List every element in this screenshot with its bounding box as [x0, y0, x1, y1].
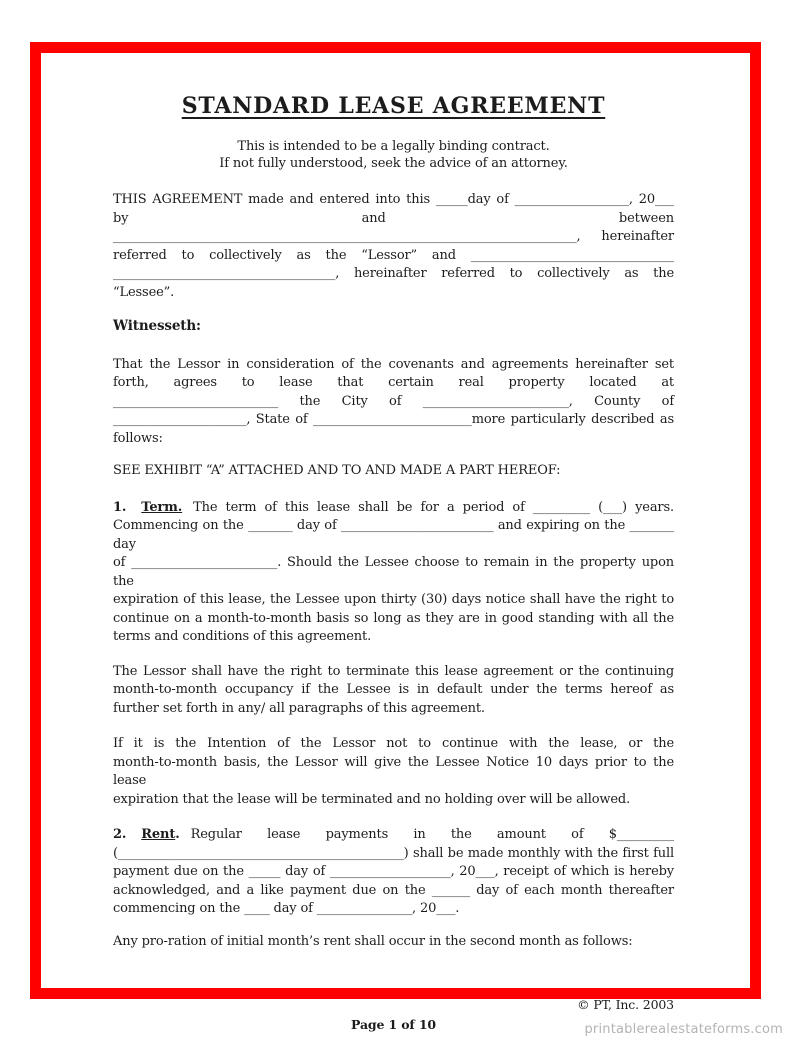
text-segment: continue on a month-to-month basis so long as they are in good standing with all the	[113, 610, 674, 626]
paragraph-line	[113, 374, 674, 393]
text-segment: further set forth in any/ all paragraphs of this agreement.	[113, 700, 485, 716]
paragraph-line	[113, 411, 674, 430]
exhibit-line	[113, 462, 674, 481]
paragraph-line	[113, 700, 674, 719]
paragraph-line	[113, 681, 674, 700]
text-segment: expiration of this lease, the Lessee upon thirty (30) days notice shall have the right to	[113, 592, 674, 607]
witnesseth-paragraph	[113, 356, 674, 449]
text-segment: Commencing on the _______ day of ________________________ and expiring on the _______ day	[113, 518, 674, 552]
intention-paragraph	[113, 735, 674, 809]
text-segment: by and between	[113, 210, 674, 226]
text-segment: of _______________________. Should the Lessee choose to remain in the property upon the	[113, 555, 674, 589]
paragraph-line	[113, 191, 674, 210]
subtitle-line-1: This is intended to be a legally binding contract.	[237, 139, 550, 154]
termination-paragraph	[113, 663, 674, 719]
text-segment: referred to collectively as the “Lessor” and ________________________________	[113, 247, 674, 263]
paragraph-line	[113, 735, 674, 754]
text-segment: payment due on the _____ day of ___________________, 20___, receipt of which is hereby	[113, 864, 674, 879]
document-subtitle	[113, 139, 674, 172]
paragraph-line	[113, 210, 674, 229]
paragraph-line	[113, 462, 674, 481]
text-segment: terms and conditions of this agreement.	[113, 629, 372, 644]
text-segment: Regular lease payments in the amount of $_________	[190, 827, 674, 842]
paragraph-line	[113, 517, 674, 554]
paragraph-line	[113, 284, 674, 303]
paragraph-line	[113, 554, 674, 591]
paragraph-line	[113, 430, 674, 449]
paragraph-line	[113, 791, 674, 810]
text-segment: _____________________, State of _________________________more particularly described as	[113, 412, 674, 427]
text-segment: month-to-month basis, the Lessor will give the Lessee Notice 10 days prior to the lease	[113, 754, 674, 788]
subtitle-line-2: If not fully understood, seek the advice of an attorney.	[219, 155, 568, 171]
rent-paragraph	[113, 826, 674, 919]
paragraph-line	[113, 933, 674, 952]
page-number: Page 1 of 10	[351, 1016, 436, 1032]
paragraph-line	[113, 900, 674, 919]
text-segment: __________________________ the City of _______________________, County of	[113, 393, 674, 409]
text-segment: _________________________________________________________________________, hereinafter	[113, 229, 674, 244]
paragraph-line	[113, 356, 674, 375]
paragraph-line	[113, 845, 674, 864]
text-segment: “Lessee”.	[113, 284, 175, 300]
witnesseth-heading	[113, 317, 674, 337]
paragraph-line	[113, 591, 674, 610]
text-segment: commencing on the ____ day of _______________, 20___.	[113, 901, 460, 916]
text-segment: month-to-month occupancy if the Lessee is in default under the terms hereof as	[113, 682, 674, 697]
text-segment: Rent	[141, 827, 176, 842]
document-blocks	[113, 191, 674, 951]
document-content	[113, 93, 674, 1034]
paragraph-line	[113, 663, 674, 682]
term-paragraph	[113, 499, 674, 647]
paragraph-line	[113, 228, 674, 247]
document-title: STANDARD LEASE AGREEMENT	[181, 93, 606, 119]
text-segment: The term of this lease shall be for a period of _________ (___) years.	[193, 499, 674, 515]
text-segment: If it is the Intention of the Lessor not to continue with the lease, or the	[113, 736, 674, 751]
text-segment: Any pro-ration of initial month’s rent shall occur in the second month as follows:	[113, 933, 633, 949]
paragraph-line	[113, 754, 674, 791]
text-segment: 2.	[113, 827, 127, 842]
intro-paragraph	[113, 191, 674, 302]
paragraph-line	[113, 610, 674, 629]
paragraph-line	[113, 863, 674, 882]
text-segment: forth, agrees to lease that certain real property located at	[113, 375, 674, 390]
watermark-link[interactable]: printablerealestateforms.com	[584, 1022, 783, 1037]
text-segment: 1.	[113, 499, 127, 515]
text-segment: acknowledged, and a like payment due on the ______ day of each month thereafter	[113, 882, 674, 898]
text-segment: ___________________________________, hereinafter referred to collectively as the	[113, 266, 674, 281]
text-segment: follows:	[113, 430, 163, 446]
paragraph-line	[113, 265, 674, 284]
paragraph-line	[113, 499, 674, 518]
paragraph-line	[113, 247, 674, 266]
copyright-line: © PT, Inc. 2003	[577, 997, 674, 1012]
text-segment: .	[175, 827, 180, 842]
text-segment: The Lessor shall have the right to terminate this lease agreement or the continuing	[113, 663, 674, 679]
text-segment: THIS AGREEMENT made and entered into this _____day of __________________, 20___	[113, 192, 674, 207]
text-segment: (_____________________________________________) shall be made monthly with the first full	[113, 845, 674, 861]
proration-paragraph	[113, 933, 674, 952]
text-segment: That the Lessor in consideration of the covenants and agreements hereinafter set	[113, 356, 674, 372]
text-segment: Term.	[141, 499, 183, 515]
paragraph-line	[113, 317, 674, 337]
text-segment: Witnesseth:	[113, 318, 201, 334]
text-segment: expiration that the lease will be terminated and no holding over will be allowed.	[113, 791, 631, 807]
paragraph-line	[113, 393, 674, 412]
paragraph-line	[113, 882, 674, 901]
paragraph-line	[113, 628, 674, 647]
text-segment: SEE EXHIBIT “A” ATTACHED AND TO AND MADE A PART HEREOF:	[113, 463, 561, 478]
paragraph-line	[113, 826, 674, 845]
